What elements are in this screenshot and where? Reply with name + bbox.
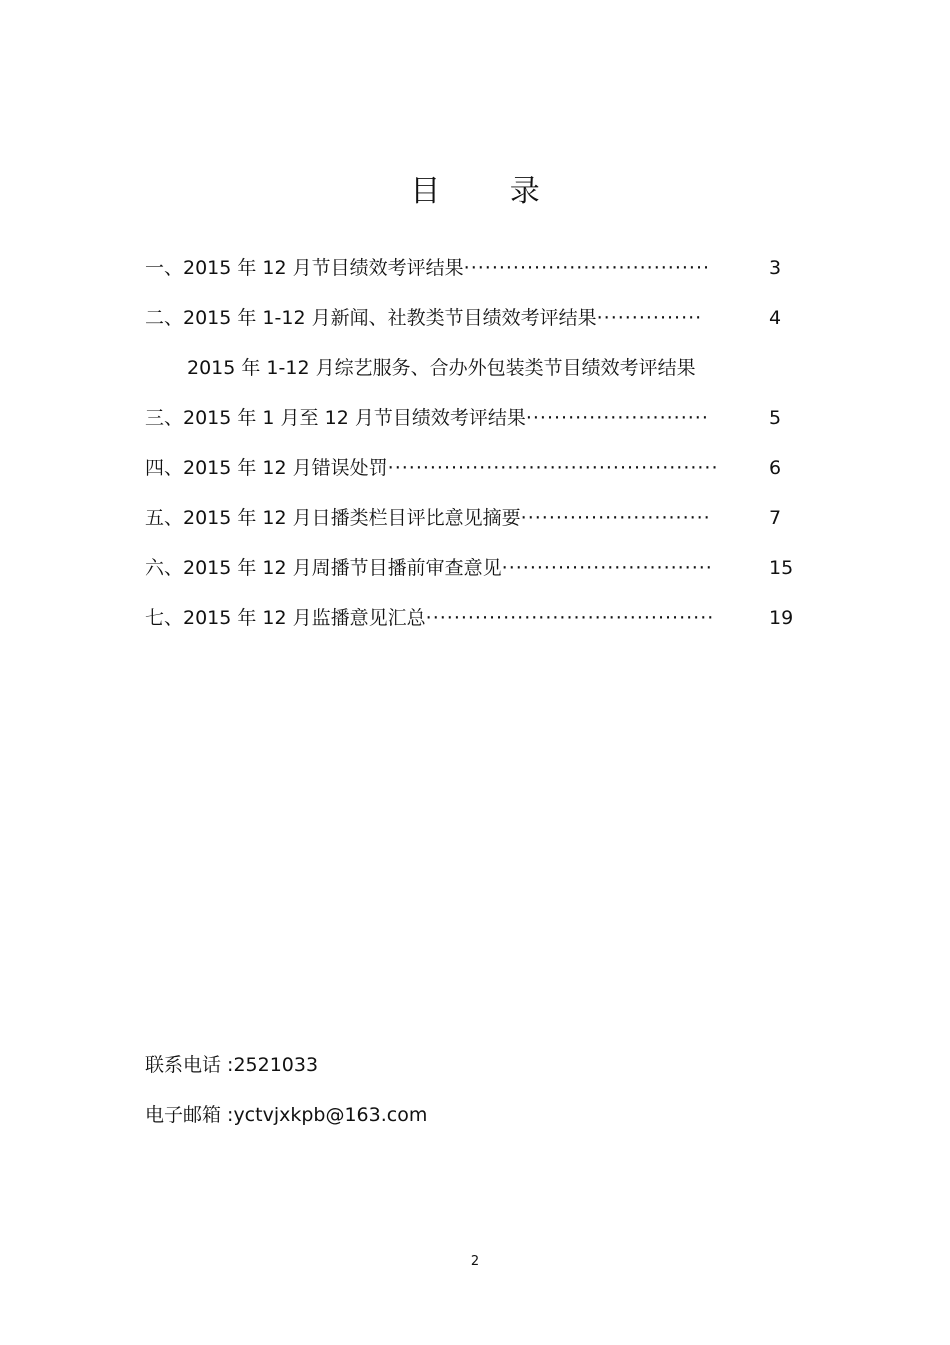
toc-entry-label: 2015 年 1-12 月综艺服务、合办外包装类节目绩效考评结果 — [187, 357, 696, 379]
toc-entry[interactable] — [145, 500, 805, 550]
toc-entry-label: 二、2015 年 1-12 月新闻、社教类节目绩效考评结果 — [145, 307, 597, 329]
contact-email[interactable]: 电子邮箱 :yctvjxkpb@163.com — [145, 1104, 428, 1126]
toc-leader-dots: ·························· — [525, 407, 709, 429]
toc-entry[interactable] — [145, 300, 805, 350]
toc-leader-dots: ······························ — [501, 557, 713, 579]
toc-page-number: 15 — [769, 557, 794, 579]
toc-page-number: 7 — [769, 507, 782, 529]
toc-leader-dots: ··············· — [596, 307, 703, 329]
contact-phone: 联系电话 :2521033 — [145, 1054, 319, 1076]
toc-entry[interactable] — [145, 550, 805, 600]
toc-page-number: 19 — [769, 607, 794, 629]
toc-title: 目 录 — [410, 174, 570, 209]
toc-entry-continuation[interactable] — [145, 350, 805, 400]
toc-entry[interactable] — [145, 600, 805, 650]
toc-leader-dots: ··································· — [463, 257, 711, 279]
toc-entry-label: 六、2015 年 12 月周播节目播前审查意见 — [145, 557, 502, 579]
toc-page-number: 5 — [769, 407, 782, 429]
toc-entry-label: 七、2015 年 12 月监播意见汇总 — [145, 607, 426, 629]
toc-entry-label: 一、2015 年 12 月节目绩效考评结果 — [145, 257, 464, 279]
toc-leader-dots: ··························· — [520, 507, 711, 529]
toc-entry-label: 四、2015 年 12 月错误处罚 — [145, 457, 388, 479]
toc-entry-label: 三、2015 年 1 月至 12 月节目绩效考评结果 — [145, 407, 526, 429]
toc-entry[interactable] — [145, 400, 805, 450]
toc-list — [145, 250, 805, 650]
toc-leader-dots: ··············································· — [387, 457, 719, 479]
toc-page-number: 4 — [769, 307, 782, 329]
toc-entry[interactable] — [145, 450, 805, 500]
toc-page-number: 3 — [769, 257, 782, 279]
toc-entry[interactable] — [145, 250, 805, 300]
toc-page-number: 6 — [769, 457, 782, 479]
footer-page-number: 2 — [470, 1254, 480, 1269]
toc-entry-label: 五、2015 年 12 月日播类栏目评比意见摘要 — [145, 507, 521, 529]
toc-leader-dots: ········································· — [425, 607, 715, 629]
